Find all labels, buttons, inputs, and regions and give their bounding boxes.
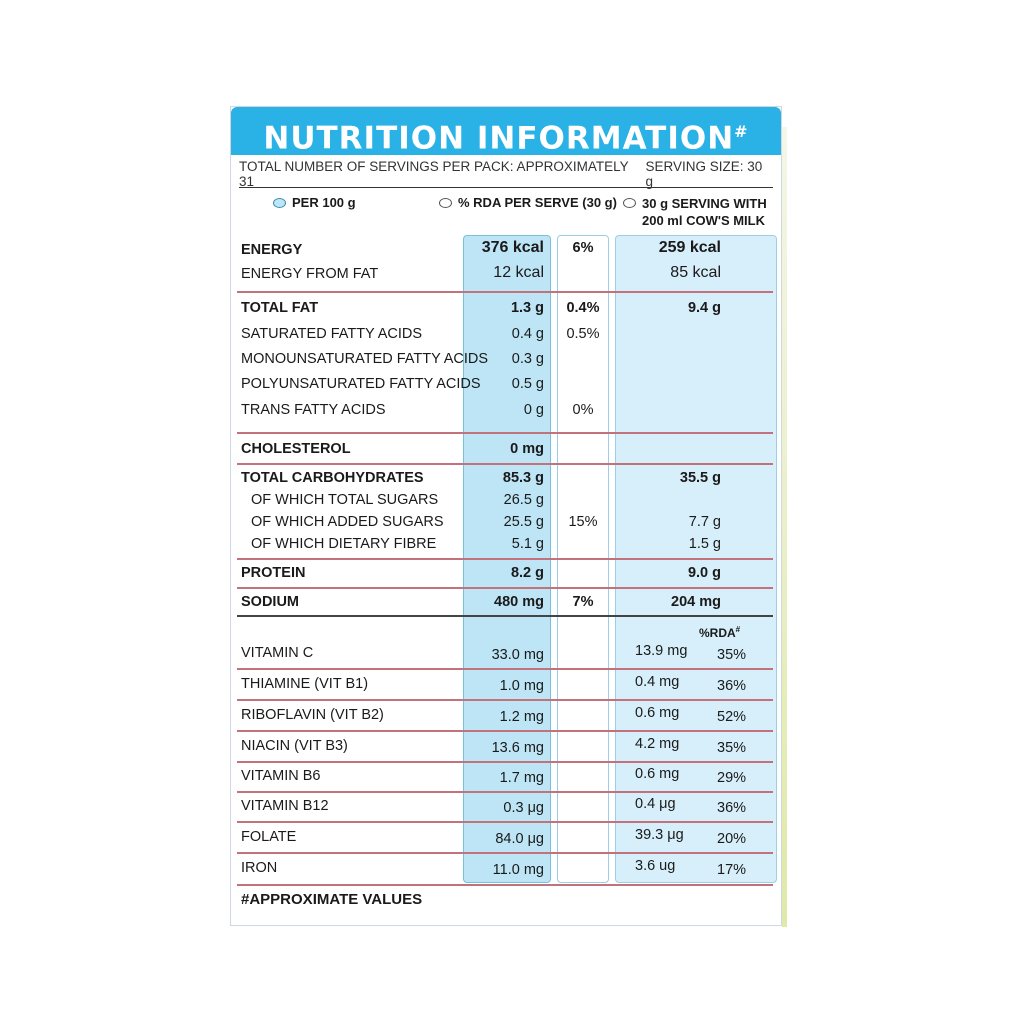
- vitamin-milk: 39.3 μg: [635, 827, 684, 843]
- divider: [237, 761, 773, 763]
- vitamin-milk: 3.6 ug: [635, 858, 676, 874]
- vitamin-rda: 36%: [717, 800, 747, 816]
- sodium-rda: 7%: [572, 594, 594, 610]
- panel-title: [231, 109, 781, 155]
- sat-fat-rda: 0.5%: [566, 326, 600, 342]
- servings-per-pack: TOTAL NUMBER OF SERVINGS PER PACK: APPROXIMATELY 31: [239, 159, 629, 189]
- vitamin-per100: 84.0 μg: [495, 831, 544, 847]
- added-sugars-rda: 15%: [568, 514, 598, 530]
- protein-per100: 8.2 g: [510, 565, 544, 581]
- divider: [237, 432, 773, 434]
- fibre-label: OF WHICH DIETARY FIBRE: [251, 536, 437, 552]
- filled-circle-icon: [273, 198, 286, 208]
- vitamin-label: THIAMINE (VIT B1): [241, 676, 369, 692]
- vitamin-rda: 35%: [717, 647, 747, 663]
- rda-header: [699, 619, 740, 641]
- vitamin-per100: 1.7 mg: [499, 770, 544, 786]
- vitamin-per100: 11.0 mg: [492, 862, 544, 878]
- energy-fat-per100: 12 kcal: [493, 264, 544, 281]
- vitamin-milk: 0.6 mg: [635, 705, 680, 721]
- vitamin-per100: 1.0 mg: [499, 678, 544, 694]
- divider: [237, 615, 773, 617]
- sugars-per100: 26.5 g: [503, 492, 544, 508]
- mono-fat-per100: 0.3 g: [511, 351, 544, 367]
- vitamin-milk: 13.9 mg: [635, 643, 688, 659]
- legend-milk-label: [642, 195, 767, 229]
- carbs-label: TOTAL CARBOHYDRATES: [241, 470, 424, 486]
- divider: [237, 291, 773, 293]
- energy-milk: 259 kcal: [658, 239, 721, 256]
- sat-fat-per100: 0.4 g: [511, 326, 544, 342]
- vitamin-milk: 4.2 mg: [635, 736, 680, 752]
- trans-fat-label: TRANS FATTY ACIDS: [241, 402, 386, 418]
- vitamin-rda: 20%: [717, 831, 747, 847]
- total-fat-label: TOTAL FAT: [241, 300, 319, 316]
- mono-fat-label: MONOUNSATURATED FATTY ACIDS: [241, 351, 489, 367]
- added-sugars-milk: 7.7 g: [688, 514, 721, 530]
- circle-icon: [439, 198, 452, 208]
- nutrition-panel: [230, 106, 782, 926]
- total-fat-per100: 1.3 g: [510, 300, 544, 316]
- divider: [237, 730, 773, 732]
- sugars-label: OF WHICH TOTAL SUGARS: [251, 492, 439, 508]
- added-sugars-per100: 25.5 g: [503, 514, 544, 530]
- vitamin-label: NIACIN (VIT B3): [241, 738, 348, 754]
- footnote: #APPROXIMATE VALUES: [241, 891, 423, 908]
- vitamin-label: IRON: [241, 860, 278, 876]
- carbs-milk: 35.5 g: [679, 470, 721, 486]
- legend-milk: [623, 195, 767, 229]
- divider: [237, 587, 773, 589]
- legend-rda: [439, 195, 617, 210]
- vitamin-label: VITAMIN B12: [241, 798, 329, 814]
- title-text: NUTRITION INFORMATION: [263, 120, 735, 157]
- legend-per100-label: PER 100 g: [292, 195, 356, 210]
- vitamin-milk: 0.4 mg: [635, 674, 680, 690]
- energy-label: ENERGY: [241, 242, 303, 258]
- legend-per100: [273, 195, 356, 210]
- poly-fat-per100: 0.5 g: [511, 376, 544, 392]
- divider: [237, 852, 773, 854]
- vitamin-milk: 0.4 μg: [635, 796, 676, 812]
- carbs-per100: 85.3 g: [502, 470, 544, 486]
- legend-rda-label: % RDA PER SERVE (30 g): [458, 195, 617, 210]
- vitamin-label: RIBOFLAVIN (VIT B2): [241, 707, 384, 723]
- vitamin-rda: 52%: [717, 709, 747, 725]
- total-fat-rda: 0.4%: [566, 300, 600, 316]
- sodium-per100: 480 mg: [494, 594, 544, 610]
- added-sugars-label: OF WHICH ADDED SUGARS: [251, 514, 444, 530]
- divider: [237, 558, 773, 560]
- title-mark: #: [734, 122, 749, 141]
- trans-fat-per100: 0 g: [523, 402, 544, 418]
- trans-fat-rda: 0%: [572, 402, 594, 418]
- fibre-milk: 1.5 g: [688, 536, 721, 552]
- divider: [237, 821, 773, 823]
- rda-header-mark: #: [735, 625, 741, 634]
- panel-edge-decoration: [782, 127, 787, 927]
- divider: [237, 668, 773, 670]
- legend-milk-line1: 30 g SERVING WITH: [642, 196, 767, 211]
- vitamin-rda: 35%: [717, 740, 747, 756]
- poly-fat-label: POLYUNSATURATED FATTY ACIDS: [241, 376, 481, 392]
- divider: [237, 884, 773, 886]
- sodium-label: SODIUM: [241, 594, 299, 610]
- vitamin-milk: 0.6 mg: [635, 766, 680, 782]
- divider: [237, 791, 773, 793]
- divider: [237, 463, 773, 465]
- sat-fat-label: SATURATED FATTY ACIDS: [241, 326, 423, 342]
- protein-milk: 9.0 g: [687, 565, 721, 581]
- energy-fat-milk: 85 kcal: [670, 264, 721, 281]
- circle-icon: [623, 198, 636, 208]
- energy-rda: 6%: [572, 240, 594, 256]
- vitamin-per100: 1.2 mg: [499, 709, 544, 725]
- vitamin-rda: 17%: [717, 862, 747, 878]
- legend-milk-line2: 200 ml COW'S MILK: [642, 213, 765, 228]
- vitamin-rda: 36%: [717, 678, 747, 694]
- cholesterol-label: CHOLESTEROL: [241, 441, 351, 457]
- sodium-milk: 204 mg: [671, 594, 721, 610]
- cholesterol-per100: 0 mg: [510, 441, 544, 457]
- vitamin-per100: 33.0 mg: [491, 647, 544, 663]
- fibre-per100: 5.1 g: [511, 536, 544, 552]
- vitamin-per100: 0.3 μg: [503, 800, 544, 816]
- total-fat-milk: 9.4 g: [687, 300, 721, 316]
- rda-header-text: %RDA: [699, 626, 736, 640]
- vitamin-label: VITAMIN C: [241, 645, 314, 661]
- vitamin-per100: 13.6 mg: [491, 740, 544, 756]
- protein-label: PROTEIN: [241, 565, 306, 581]
- serving-info: [239, 161, 773, 188]
- serving-size: SERVING SIZE: 30 g: [645, 159, 763, 189]
- energy-fat-label: ENERGY FROM FAT: [241, 266, 379, 282]
- vitamin-rda: 29%: [717, 770, 747, 786]
- vitamin-label: FOLATE: [241, 829, 297, 845]
- energy-per100: 376 kcal: [481, 239, 544, 256]
- vitamin-label: VITAMIN B6: [241, 768, 321, 784]
- divider: [237, 699, 773, 701]
